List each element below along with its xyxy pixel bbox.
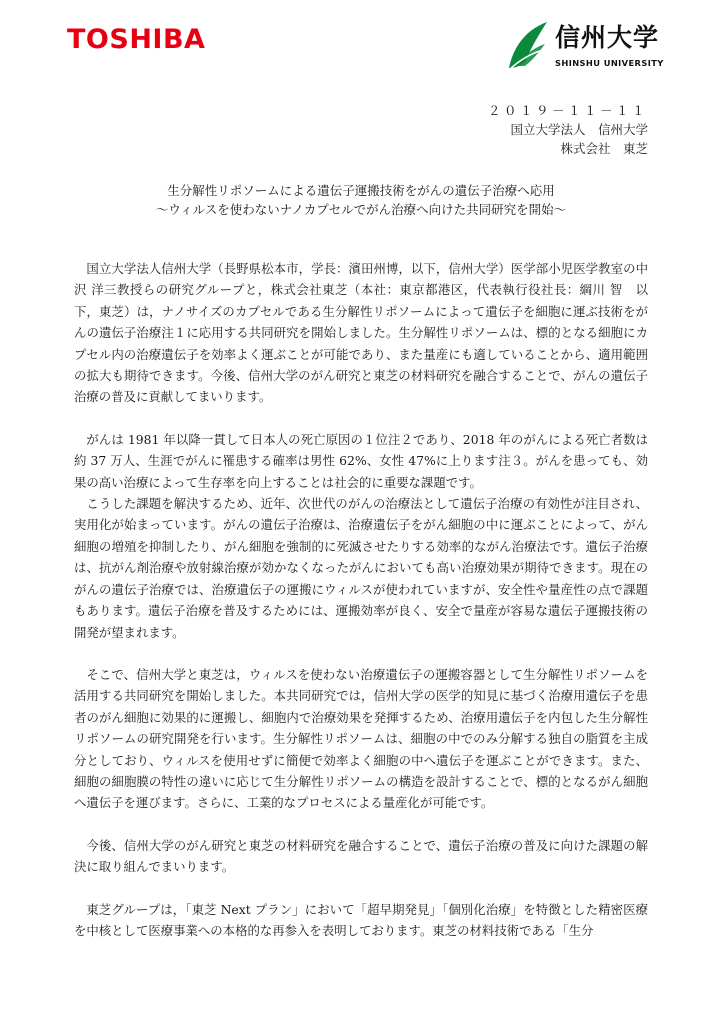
toshiba-logo: TOSHIBA (67, 24, 206, 55)
paragraph: 東芝グループは，「東芝 Next プラン」において「超早期発見」「個別化治療」を特徴とした精密医療を中核として医療事業への本格的な再参入を表明しております。東芝の材料技術である「生分 (74, 901, 648, 938)
shinshu-logo-en: SHINSHU UNIVERSITY (555, 58, 664, 68)
release-date: ２０１９－１１－１１ (487, 103, 648, 118)
shinshu-university-logo (503, 18, 663, 78)
press-title (0, 181, 722, 219)
paragraph: 今後、信州大学のがん研究と東芝の材料研究を融合することで、遺伝子治療の普及に向けた課題の解決に取り組んでまいります。 (74, 837, 648, 875)
press-body (74, 258, 648, 941)
shinshu-logo-jp: 信州大学 (555, 23, 660, 52)
issuer-toshiba: 株式会社 東芝 (560, 141, 648, 156)
shinshu-leaf-icon (503, 18, 553, 74)
paragraph: そこで、信州大学と東芝は，ウィルスを使わない治療遺伝子の運搬容器として生分解性リポソームを活用する共同研究を開始しました。本共同研究では，信州大学の医学的知見に基づく治療用遺伝子を患者のがん細胞に効果的に運搬し、細胞内で治療効果を発揮するため、治療用遺伝子を内包した生分解性リポソームの研究開発を行います。生分解性リポソームは、細胞の中でのみ分解する独自の脂質を主成分としており、ウィルスを使用せずに簡便で効率よく細胞の中へ遺伝子を運ぶことができます。また、細胞の細胞膜の特性の違いに応じて生分解性リポソームの構造を設計することで、標的となるがん細胞へ遺伝子を運びます。さらに、工業的なプロセスによる量産化が可能です。 (74, 666, 648, 811)
release-meta (488, 101, 648, 158)
issuer-shinshu: 国立大学法人 信州大学 (510, 122, 648, 137)
paragraph: がんは 1981 年以降一貫して日本人の死亡原因の１位注２であり、2018 年のがんによる死亡者数は約 37 万人、生涯でがんに罹患する確率は男性 62%、女性 47%に上ります注３。がんを患っても、効果の高い治療によって生存率を向上することは社会的に重要な課題です。 (74, 431, 648, 490)
title-main: 生分解性リポソームによる遺伝子運搬技術をがんの遺伝子治療へ応用 (167, 183, 555, 198)
paragraph: 国立大学法人信州大学（長野県松本市，学長：濱田州博，以下，信州大学）医学部小児医学教室の中沢 洋三教授らの研究グループと，株式会社東芝（本社：東京都港区，代表執行役社長：綱川 智 以下，東芝）は，ナノサイズのカプセルである生分解性リポソームによって遺伝子を細胞に運ぶ技術をがんの遺伝子治療注１に応用する共同研究を開始しました。生分解性リポソームは、標的となる細胞にカプセル内の治療遺伝子を効率よく運ぶことが可能であり、また量産にも適していることから、適用範囲の拡大も期待できます。今後、信州大学のがん研究と東芝の材料研究を融合することで、がんの遺伝子治療の普及に貢献してまいります。 (74, 261, 648, 405)
paragraph: こうした課題を解決するため、近年、次世代のがんの治療法として遺伝子治療の有効性が注目され、実用化が始まっています。がんの遺伝子治療は、治療遺伝子をがん細胞の中に運ぶことによって、がん細胞の増殖を抑制したり、がん細胞を強制的に死滅させたりする効率的ながん治療法です。遺伝子治療は、抗がん剤治療や放射線治療が効かなくなったがんにおいても高い治療効果が期待できます。現在のがんの遺伝子治療では、治療遺伝子の運搬にウィルスが使われていますが、安全性や量産性の点で課題もあります。遺伝子治療を普及するためには、運搬効率が良く、安全で量産が容易な遺伝子運搬技術の開発が望まれます。 (74, 496, 648, 640)
title-sub: ～ウィルスを使わないナノカプセルでがん治療へ向けた共同研究を開始～ (155, 202, 567, 217)
